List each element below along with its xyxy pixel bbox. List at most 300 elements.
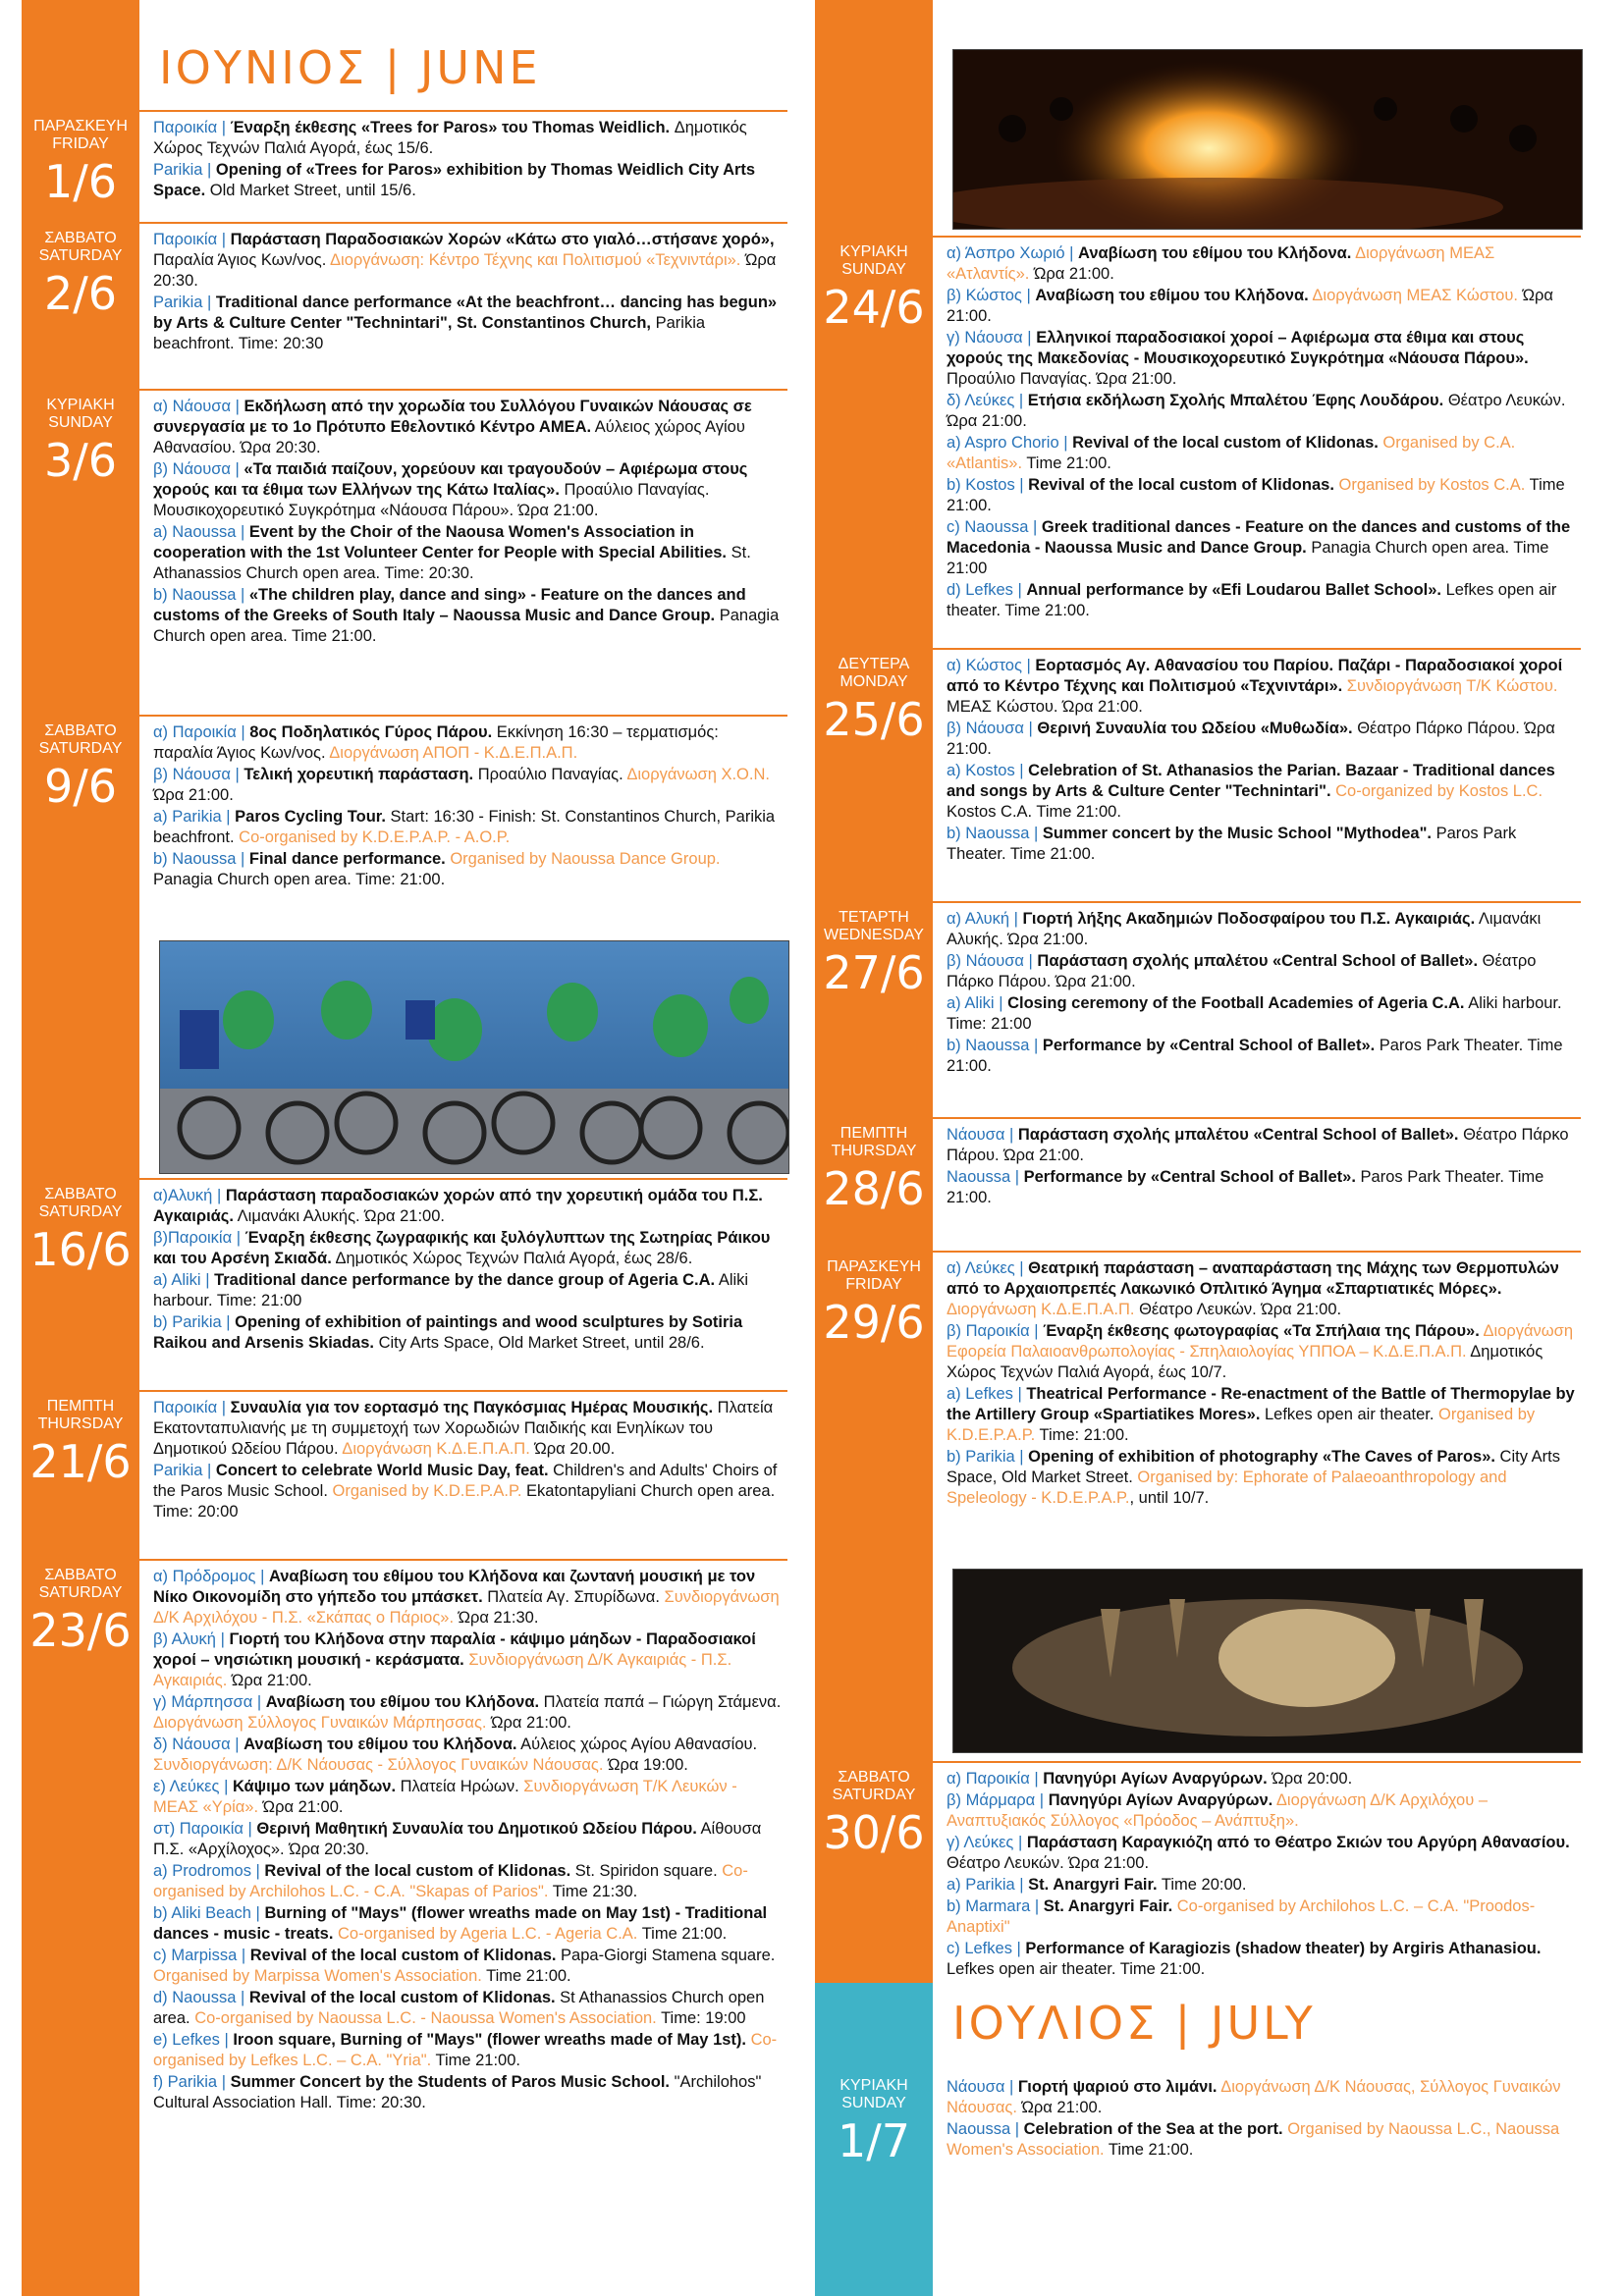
event-entry bbox=[947, 2077, 1575, 2118]
separator: | bbox=[1021, 287, 1036, 304]
event-details: Θέατρο Πάρκο Πάρου. Ώρα 21:00. bbox=[947, 952, 1537, 990]
event-place: c) Marpissa bbox=[153, 1947, 238, 1964]
event-entry bbox=[947, 243, 1575, 285]
event-entry bbox=[947, 951, 1575, 992]
event-place: a) Lefkes bbox=[947, 1385, 1013, 1403]
event-time: Panagia Church open area. Time: 21:00. bbox=[153, 871, 446, 888]
day-name-greek: ΣΑΒΒΑΤΟ bbox=[44, 230, 117, 246]
event-list bbox=[139, 1561, 787, 2226]
event-entry bbox=[947, 1875, 1575, 1896]
event-place: a) Parikia bbox=[153, 808, 222, 826]
separator: | bbox=[1014, 1876, 1029, 1894]
event-place: β) Νάουσα bbox=[153, 460, 231, 478]
event-title: Θερινή Συναυλία του Ωδείου «Μυθωδία». bbox=[1037, 720, 1353, 737]
event-entry bbox=[947, 1790, 1575, 1832]
event-organiser: Διοργάνωση Δ/Κ Αρχιλόχου – Αναπτυξιακός Σύλλογος «Πρόοδος – Ανάπτυξη». bbox=[947, 1791, 1489, 1830]
event-time: Ώρα 21:00. bbox=[153, 786, 234, 804]
separator: | bbox=[217, 1399, 231, 1416]
event-list bbox=[139, 112, 787, 220]
event-title: Opening of «Trees for Paros» exhibition by Thomas Weidlich City Arts Space. bbox=[153, 161, 756, 199]
event-entry bbox=[153, 1270, 782, 1311]
event-details: Θέατρο Λευκών. Ώρα 21:00. bbox=[947, 392, 1566, 430]
event-details: Lefkes open air theater. Time 21:00. bbox=[947, 581, 1557, 619]
event-place: γ) Μάρπησσα bbox=[153, 1693, 253, 1711]
separator: | bbox=[1012, 1385, 1027, 1403]
event-title: Γιορτή λήξης Ακαδημιών Ποδοσφαίρου του Π.Σ. Αγκαιριάς. bbox=[1022, 910, 1476, 928]
separator: | bbox=[1004, 1126, 1018, 1144]
event-title: Iroon square, Burning of "Mays" (flower wreaths made of May 1st). bbox=[233, 2031, 746, 2049]
event-title: Paros Cycling Tour. bbox=[235, 808, 386, 826]
event-entry bbox=[153, 230, 782, 292]
event-title: Traditional dance performance by the dance group of Ageria C.A. bbox=[214, 1271, 716, 1289]
event-title: Εορτασμός Αγ. Αθανασίου του Παρίου. Παζάρι - Παραδοσιακοί χοροί από το Κέντρο Τέχνης και Πολιτισμού «Τεχνιντάρι». bbox=[947, 657, 1563, 695]
event-entry bbox=[153, 1398, 782, 1460]
event-organiser: Organised by Naoussa Dance Group. bbox=[445, 850, 721, 868]
event-title: Performance by «Central School of Ballet». bbox=[1023, 1168, 1356, 1186]
event-organiser: Διοργάνωση Δ/Κ Νάουσας, Σύλλογος Γυναικών Νάουσας. bbox=[947, 2078, 1561, 2116]
separator: | bbox=[1010, 2120, 1024, 2138]
event-entry bbox=[947, 475, 1575, 516]
event-time: Θέατρο Λευκών. Ώρα 21:00. bbox=[1134, 1301, 1342, 1318]
day-label bbox=[22, 112, 139, 220]
event-time: ΜΕΑΣ Κώστου. Ώρα 21:00. bbox=[947, 698, 1143, 716]
event-title: Αναβίωση του εθίμου του Κλήδονα. bbox=[1078, 244, 1352, 262]
event-details: Aliki harbour. Time: 21:00 bbox=[947, 994, 1562, 1033]
event-entry bbox=[153, 1186, 782, 1227]
day-name-english: MONDAY bbox=[839, 673, 908, 690]
event-entry bbox=[153, 118, 782, 159]
event-title: Event by the Choir of the Naousa Women's Association in cooperation with the 1st Volunteer Center for People with Special Abilities. bbox=[153, 523, 728, 561]
event-title: Κάψιμο των μάηδων. bbox=[232, 1778, 397, 1795]
event-organiser: Organised by K.D.E.P.A.P. bbox=[947, 1406, 1536, 1444]
event-entry bbox=[153, 585, 782, 647]
event-place: Naoussa bbox=[947, 2120, 1011, 2138]
event-details: Θέατρο Πάρκο Πάρου. Ώρα 21:00. bbox=[947, 1126, 1569, 1164]
separator: | bbox=[255, 1568, 269, 1585]
event-title: Revival of the local custom of Klidonas. bbox=[1028, 476, 1334, 494]
event-place: d) Naoussa bbox=[153, 1989, 237, 2006]
day-name-greek: ΤΕΤΑΡΤΗ bbox=[839, 909, 909, 926]
day-name-english: SUNDAY bbox=[841, 2095, 906, 2111]
event-organiser: Διοργάνωση Σύλλογος Γυναικών Μάρπησσας. bbox=[153, 1714, 487, 1732]
event-title: Αναβίωση του εθίμου του Κλήδονα και ζωντανή μουσική με τον Νίκο Οικονομίδη στο γήπεδο του μπάσκετ. bbox=[153, 1568, 756, 1606]
day-label bbox=[22, 1392, 139, 1557]
day-block bbox=[22, 110, 787, 220]
event-title: Έναρξη έκθεσης φωτογραφίας «Τα Σπήλαια της Πάρου». bbox=[1043, 1322, 1480, 1340]
separator: | bbox=[236, 523, 249, 541]
day-name-english: FRIDAY bbox=[52, 135, 109, 152]
event-place: α) Κώστος bbox=[947, 657, 1022, 674]
event-details: St Athanassios Church open area. bbox=[153, 1989, 765, 2027]
event-title: Celebration of the Sea at the port. bbox=[1023, 2120, 1283, 2138]
separator: | bbox=[1029, 825, 1043, 842]
event-details: Παραλία Άγιος Κων/νος. bbox=[153, 251, 327, 269]
day-date: 30/6 bbox=[823, 1806, 925, 1859]
event-title: Εκδήλωση από την χορωδία του Συλλόγου Γυναικών Νάουσας σε συνεργασία με το 1ο Πρότυπο Εθελοντικό Κέντρο ΑΜΕΑ. bbox=[153, 398, 752, 436]
event-entry bbox=[947, 580, 1575, 621]
event-title: Concert to celebrate World Music Day, feat. bbox=[215, 1462, 549, 1479]
day-name-greek: ΔΕΥΤΕΡΑ bbox=[838, 656, 910, 672]
day-name-greek: ΚΥΡΙΑΚΗ bbox=[839, 2077, 908, 2094]
event-title: Revival of the local custom of Klidonas. bbox=[264, 1862, 571, 1880]
event-details: Αύλειος χώρος Αγίου Αθανασίου. bbox=[516, 1735, 758, 1753]
separator: | bbox=[1010, 1168, 1024, 1186]
separator: | bbox=[230, 766, 244, 783]
event-organiser: Διοργάνωση ΑΠΟΠ - Κ.Δ.Ε.Π.Α.Π. bbox=[325, 744, 578, 762]
separator: | bbox=[1023, 952, 1038, 970]
event-time: , until 10/7. bbox=[1129, 1489, 1210, 1507]
event-entry bbox=[947, 1896, 1575, 1938]
event-time: Time 21:00. bbox=[431, 2052, 520, 2069]
day-name-greek: ΣΑΒΒΑΤΟ bbox=[44, 1186, 117, 1202]
event-details: City Arts Space, Old Market Street, until 28/6. bbox=[373, 1334, 705, 1352]
day-date: 1/6 bbox=[43, 155, 118, 208]
event-organiser: Organised by Naoussa L.C., Naoussa Women's Association. bbox=[947, 2120, 1560, 2159]
event-list bbox=[933, 2071, 1581, 2189]
day-block bbox=[815, 2071, 1581, 2189]
separator: | bbox=[1014, 762, 1029, 779]
event-place: a) Parikia bbox=[947, 1876, 1015, 1894]
event-organiser: Διοργάνωση ΜΕΑΣ Κώστου. bbox=[1308, 287, 1518, 304]
event-entry bbox=[947, 1036, 1575, 1077]
event-entry bbox=[153, 1819, 782, 1860]
event-details: City Arts Space, Old Market Street. bbox=[947, 1448, 1560, 1486]
event-title: Αναβίωση του εθίμου του Κλήδονα. bbox=[265, 1693, 540, 1711]
day-label bbox=[22, 1561, 139, 2226]
event-place: Νάουσα bbox=[947, 2078, 1005, 2096]
event-title: Annual performance by «Efi Loudarou Ballet School». bbox=[1026, 581, 1441, 599]
day-block bbox=[815, 1117, 1581, 1249]
event-time: Ώρα 20.00. bbox=[529, 1440, 616, 1458]
event-place: b) Kostos bbox=[947, 476, 1015, 494]
event-organiser: Συνδιοργάνωση: Δ/Κ Νάουσας - Σύλλογος Γυναικών Νάουσας. bbox=[153, 1756, 604, 1774]
day-block bbox=[22, 715, 787, 931]
event-entry bbox=[153, 1567, 782, 1629]
event-title: Πανηγύρι Αγίων Αναργύρων. bbox=[1043, 1770, 1268, 1788]
event-entry bbox=[947, 719, 1575, 760]
event-details: Λιμανάκι Αλυκής. Ώρα 21:00. bbox=[947, 910, 1542, 948]
day-block bbox=[815, 901, 1581, 1115]
separator: | bbox=[231, 398, 244, 415]
day-name-english: SATURDAY bbox=[38, 1203, 123, 1220]
event-place: β) Αλυκή bbox=[153, 1630, 216, 1648]
event-list bbox=[139, 1180, 787, 1388]
event-entry bbox=[947, 1258, 1575, 1320]
event-place: β)Παροικία bbox=[153, 1229, 233, 1247]
day-date: 29/6 bbox=[823, 1296, 925, 1349]
event-details: Προαύλιο Παναγίας. Ώρα 21:00. bbox=[947, 370, 1177, 388]
day-label bbox=[815, 650, 933, 899]
event-title: Παράσταση σχολής μπαλέτου «Central School of Ballet». bbox=[1017, 1126, 1459, 1144]
day-name-english: SATURDAY bbox=[832, 1787, 916, 1803]
day-name-greek: ΣΑΒΒΑΤΟ bbox=[838, 1769, 910, 1786]
event-details: Θέατρο Λευκών. Ώρα 21:00. bbox=[947, 1854, 1150, 1872]
event-title: Γιορτή του Κλήδονα στην παραλία - κάψιμο μάηδων - Παραδοσιακοί χοροί – νησιώτικη μουσική - κεράσματα. bbox=[153, 1630, 756, 1669]
separator: | bbox=[1029, 1037, 1043, 1054]
day-name-english: SATURDAY bbox=[38, 1584, 123, 1601]
event-entry bbox=[153, 1946, 782, 1987]
event-entry bbox=[153, 459, 782, 521]
event-place: α) Παροικία bbox=[153, 723, 237, 741]
day-date: 28/6 bbox=[823, 1162, 925, 1215]
event-place: b) Parikia bbox=[153, 1313, 222, 1331]
event-title: Burning of "Mays" (flower wreaths made on May 1st) - Traditional dances - music - treats. bbox=[153, 1904, 768, 1943]
event-title: St. Anargyri Fair. bbox=[1028, 1876, 1158, 1894]
separator: | bbox=[202, 1462, 216, 1479]
event-time: Time 21:00. bbox=[481, 1967, 571, 1985]
event-entry bbox=[153, 1861, 782, 1902]
event-details: Πλατεία παπά – Γιώργη Στάμενα. bbox=[539, 1693, 782, 1711]
day-name-greek: ΚΥΡΙΑΚΗ bbox=[839, 243, 908, 260]
event-title: Ετήσια εκδήλωση Σχολής Μπαλέτου Έφης Λουδάρου. bbox=[1027, 392, 1444, 409]
event-entry bbox=[947, 656, 1575, 718]
separator: | bbox=[215, 1630, 230, 1648]
separator: | bbox=[1013, 1834, 1027, 1851]
event-place: Παροικία bbox=[153, 1399, 218, 1416]
event-entry bbox=[153, 1228, 782, 1269]
event-entry bbox=[153, 765, 782, 806]
day-label bbox=[22, 224, 139, 387]
day-name-english: FRIDAY bbox=[845, 1276, 902, 1293]
event-place: a) Kostos bbox=[947, 762, 1015, 779]
separator: | bbox=[1021, 657, 1036, 674]
event-entry bbox=[947, 1939, 1575, 1980]
event-organiser: Organised by: Ephorate of Palaeoanthropology and Speleology - K.D.E.P.A.P. bbox=[947, 1468, 1507, 1507]
event-place: στ) Παροικία bbox=[153, 1820, 244, 1838]
event-place: α) Λεύκες bbox=[947, 1259, 1015, 1277]
event-place: c) Naoussa bbox=[947, 518, 1029, 536]
event-place: Parikia bbox=[153, 294, 203, 311]
event-place: Parikia bbox=[153, 1462, 203, 1479]
separator: | bbox=[217, 119, 231, 136]
separator: | bbox=[1030, 1897, 1044, 1915]
event-organiser: Co-organised by Lefkes L.C. – C.A. "Yria". bbox=[153, 2031, 778, 2069]
event-entry bbox=[153, 1988, 782, 2029]
event-details: Αύλειος χώρος Αγίου Αθανασίου. Ώρα 20:30. bbox=[153, 418, 745, 456]
event-organiser: Co-organised by Archilohos L.C. - C.A. "Skapas of Parios". bbox=[153, 1862, 748, 1900]
day-block bbox=[22, 1559, 787, 2226]
event-entry bbox=[153, 722, 782, 764]
event-title: Παράσταση Καραγκιόζη από το Θέατρο Σκιών του Αργύρη Αθανασίου. bbox=[1026, 1834, 1570, 1851]
event-list bbox=[933, 1253, 1581, 1561]
day-date: 9/6 bbox=[43, 760, 118, 813]
event-details: Λιμανάκι Αλυκής. Ώρα 21:00. bbox=[233, 1207, 445, 1225]
event-organiser: Διοργάνωση ΜΕΑΣ «Ατλαντίς». bbox=[947, 244, 1495, 283]
event-details: Πλατεία Ηρώων. bbox=[396, 1778, 519, 1795]
event-entry bbox=[947, 1769, 1575, 1789]
separator: | bbox=[230, 1735, 244, 1753]
event-place: δ) Νάουσα bbox=[153, 1735, 231, 1753]
event-details: Papa-Giorgi Stamena square. bbox=[556, 1947, 776, 1964]
event-entry bbox=[153, 1777, 782, 1818]
event-place: γ) Νάουσα bbox=[947, 329, 1023, 347]
event-title: Greek traditional dances - Feature on the dances and customs of the Macedonia - Naoussa Music and Dance Group. bbox=[947, 518, 1571, 557]
event-organiser: Co-organised by Ageria L.C. - Ageria C.A. bbox=[333, 1925, 638, 1943]
bonfire-photo bbox=[952, 49, 1583, 230]
event-details: Parikia beachfront. Time: 20:30 bbox=[153, 314, 706, 352]
cave-photo bbox=[952, 1569, 1583, 1753]
event-details: Panagia Church open area. Time 21:00. bbox=[153, 607, 780, 645]
event-place: Παροικία bbox=[153, 119, 218, 136]
event-place: ε) Λεύκες bbox=[153, 1778, 220, 1795]
event-place: b) Naoussa bbox=[153, 850, 237, 868]
separator: | bbox=[236, 723, 250, 741]
event-title: Celebration of St. Athanasios the Parian. Bazaar - Traditional dances and songs by Arts & Culture Center "Technintari". bbox=[947, 762, 1555, 800]
separator: | bbox=[200, 1271, 215, 1289]
separator: | bbox=[1004, 2078, 1018, 2096]
event-title: Θερινή Μαθητική Συναυλία του Δημοτικού Ωδείου Πάρου. bbox=[256, 1820, 697, 1838]
event-entry bbox=[947, 391, 1575, 432]
separator: | bbox=[1014, 1259, 1029, 1277]
event-organiser: Co-organized by Kostos L.C. bbox=[1330, 782, 1543, 800]
day-date: 23/6 bbox=[29, 1604, 132, 1657]
separator: | bbox=[221, 1313, 236, 1331]
event-entry bbox=[947, 433, 1575, 474]
event-title: Ελληνικοί παραδοσιακοί χοροί – Αφιέρωμα στα έθιμα και στους χορούς της Μακεδονίας - Μουσικοχορευτικό Συγκρότημα «Νάουσα Πάρου». bbox=[947, 329, 1529, 367]
event-place: Παροικία bbox=[153, 231, 218, 248]
event-list bbox=[933, 1763, 1581, 1981]
day-block bbox=[22, 1390, 787, 1557]
separator: | bbox=[1029, 1322, 1044, 1340]
event-title: Summer concert by the Music School "Mythodea". bbox=[1042, 825, 1432, 842]
event-time: Time 21:30. bbox=[548, 1883, 638, 1900]
event-list bbox=[139, 717, 787, 931]
event-place: a) Naoussa bbox=[153, 523, 237, 541]
event-title: 8ος Ποδηλατικός Γύρος Πάρου. bbox=[249, 723, 493, 741]
event-time: Ώρα 21:00. bbox=[1029, 265, 1114, 283]
event-title: Παράσταση σχολής μπαλέτου «Central School of Ballet». bbox=[1037, 952, 1479, 970]
event-entry bbox=[947, 1321, 1575, 1383]
event-details: Αίθουσα Π.Σ. «Αρχίλοχος». Ώρα 20:30. bbox=[153, 1820, 762, 1858]
event-entry bbox=[153, 807, 782, 848]
event-organiser: Συνδιοργάνωση Τ/Κ Κώστου. bbox=[1342, 677, 1558, 695]
event-time: Time 21:00. bbox=[1104, 2141, 1194, 2159]
event-organiser: Διοργάνωση: Κέντρο Τέχνης και Πολιτισμού «Τεχνιντάρι». bbox=[326, 251, 741, 269]
event-time: Ώρα 21:00. bbox=[258, 1798, 344, 1816]
event-title: Theatrical Performance - Re-enactment of the Battle of Thermopylae by the Artillery Group «Spartiatikes Mores». bbox=[947, 1385, 1575, 1423]
event-entry bbox=[947, 824, 1575, 865]
event-details: Paros Park Theater. Time 21:00. bbox=[947, 1168, 1544, 1206]
event-details: Προαύλιο Παναγίας. bbox=[473, 766, 623, 783]
event-place: c) Lefkes bbox=[947, 1940, 1012, 1957]
event-place: d) Lefkes bbox=[947, 581, 1013, 599]
event-place: β) Νάουσα bbox=[153, 766, 231, 783]
event-time: Ώρα 21:00. bbox=[227, 1672, 312, 1689]
event-entry bbox=[947, 1384, 1575, 1446]
day-label bbox=[815, 1119, 933, 1249]
event-time: Kostos C.A. Time 21:00. bbox=[947, 803, 1121, 821]
event-entry bbox=[947, 517, 1575, 579]
event-organiser: Organised by Marpissa Women's Association. bbox=[153, 1967, 482, 1985]
day-name-english: WEDNESDAY bbox=[824, 927, 924, 943]
event-details: Εκκίνηση 16:30 – τερματισμός: παραλία Άγιος Κων/νος. bbox=[153, 723, 719, 762]
separator: | bbox=[1028, 518, 1042, 536]
event-time: Time 21:00. bbox=[947, 476, 1565, 514]
day-name-greek: ΣΑΒΒΑΤΟ bbox=[44, 1567, 117, 1583]
event-title: Closing ceremony of the Football Academies of Ageria C.A. bbox=[1007, 994, 1465, 1012]
event-title: Performance of Karagiozis (shadow theater) by Argiris Athanasiou. bbox=[1025, 1940, 1542, 1957]
day-name-greek: ΠΑΡΑΣΚΕΥΗ bbox=[33, 118, 128, 134]
separator: | bbox=[237, 1947, 250, 1964]
event-title: Revival of the local custom of Klidonas. bbox=[249, 1947, 557, 1964]
day-name-greek: ΠΑΡΑΣΚΕΥΗ bbox=[827, 1258, 921, 1275]
day-date: 27/6 bbox=[823, 946, 925, 999]
event-place: γ) Λεύκες bbox=[947, 1834, 1014, 1851]
event-title: Έναρξη έκθεσης «Trees for Paros» του Thomas Weidlich. bbox=[230, 119, 671, 136]
event-place: α) Νάουσα bbox=[153, 398, 231, 415]
event-time: Ώρα 19:00. bbox=[603, 1756, 688, 1774]
event-title: Traditional dance performance «At the beachfront… dancing has begun» by Arts & Culture Center "Technintari", St. Constantinos Church, bbox=[153, 294, 778, 332]
separator: | bbox=[250, 1862, 265, 1880]
event-place: Parikia bbox=[153, 161, 203, 179]
event-time: Ώρα 21:00. bbox=[1016, 2099, 1103, 2116]
day-block bbox=[815, 648, 1581, 899]
day-label bbox=[815, 903, 933, 1115]
event-entry bbox=[947, 2119, 1575, 2161]
event-entry bbox=[947, 1447, 1575, 1509]
event-title: Performance by «Central School of Ballet». bbox=[1042, 1037, 1376, 1054]
event-details: Δημοτικός Χώρος Τεχνών Παλιά Αγορά, έως 15/6. bbox=[153, 119, 747, 157]
event-details: Old Market Street, until 15/6. bbox=[205, 182, 416, 199]
separator: | bbox=[1009, 910, 1023, 928]
separator: | bbox=[217, 2073, 231, 2091]
event-place: β) Κώστος bbox=[947, 287, 1022, 304]
separator: | bbox=[230, 460, 244, 478]
event-time: Ώρα 21:00. bbox=[486, 1714, 571, 1732]
event-place: b) Naoussa bbox=[947, 825, 1030, 842]
event-organiser: Organised by Kostos C.A. bbox=[1333, 476, 1526, 494]
event-details: Panagia Church open area. Time 21:00 bbox=[947, 539, 1549, 577]
event-details: St. Athanassios Church open area. Time: 20:30. bbox=[153, 544, 751, 582]
event-details: Start: 16:30 - Finish: St. Constantinos Church, Parikia beachfront. bbox=[153, 808, 776, 846]
event-entry bbox=[153, 1312, 782, 1354]
separator: | bbox=[1014, 392, 1028, 409]
day-name-english: SUNDAY bbox=[48, 414, 113, 431]
event-place: β) Νάουσα bbox=[947, 952, 1024, 970]
event-entry bbox=[947, 993, 1575, 1035]
event-list bbox=[139, 1392, 787, 1557]
event-place: α) Παροικία bbox=[947, 1770, 1030, 1788]
event-title: Συναυλία για τον εορτασμό της Παγκόσμιας Ημέρας Μουσικής. bbox=[230, 1399, 714, 1416]
event-details: Children's and Adults' Choirs of the Paros Music School. bbox=[153, 1462, 778, 1500]
event-organiser: Διοργάνωση Κ.Δ.Ε.Π.Α.Π. bbox=[338, 1440, 530, 1458]
event-list bbox=[139, 391, 787, 713]
event-time: Time: 19:00 bbox=[656, 2009, 746, 2027]
day-name-english: THURSDAY bbox=[37, 1415, 124, 1432]
event-place: α) Πρόδρομος bbox=[153, 1568, 256, 1585]
event-place: e) Lefkes bbox=[153, 2031, 220, 2049]
event-place: β) Παροικία bbox=[947, 1322, 1030, 1340]
event-entry bbox=[947, 761, 1575, 823]
day-name-english: THURSDAY bbox=[831, 1143, 917, 1159]
separator: | bbox=[236, 850, 249, 868]
separator: | bbox=[1014, 476, 1029, 494]
day-label bbox=[22, 717, 139, 931]
left-column bbox=[22, 0, 797, 2296]
event-time: Time 21:00. bbox=[637, 1925, 728, 1943]
event-place: b) Naoussa bbox=[153, 586, 237, 604]
event-place: α) Αλυκή bbox=[947, 910, 1010, 928]
event-title: Αναβίωση του εθίμου του Κλήδονα. bbox=[1035, 287, 1309, 304]
day-label bbox=[815, 238, 933, 646]
day-label bbox=[22, 1180, 139, 1388]
day-label bbox=[815, 1763, 933, 1981]
separator: | bbox=[202, 161, 216, 179]
event-place: b) Aliki Beach bbox=[153, 1904, 251, 1922]
event-entry bbox=[153, 2072, 782, 2113]
event-title: «The children play, dance and sing» - Feature on the dances and customs of the Greeks of South Italy – Naoussa Music and Dance Group. bbox=[153, 586, 746, 624]
event-place: Naoussa bbox=[947, 1168, 1011, 1186]
